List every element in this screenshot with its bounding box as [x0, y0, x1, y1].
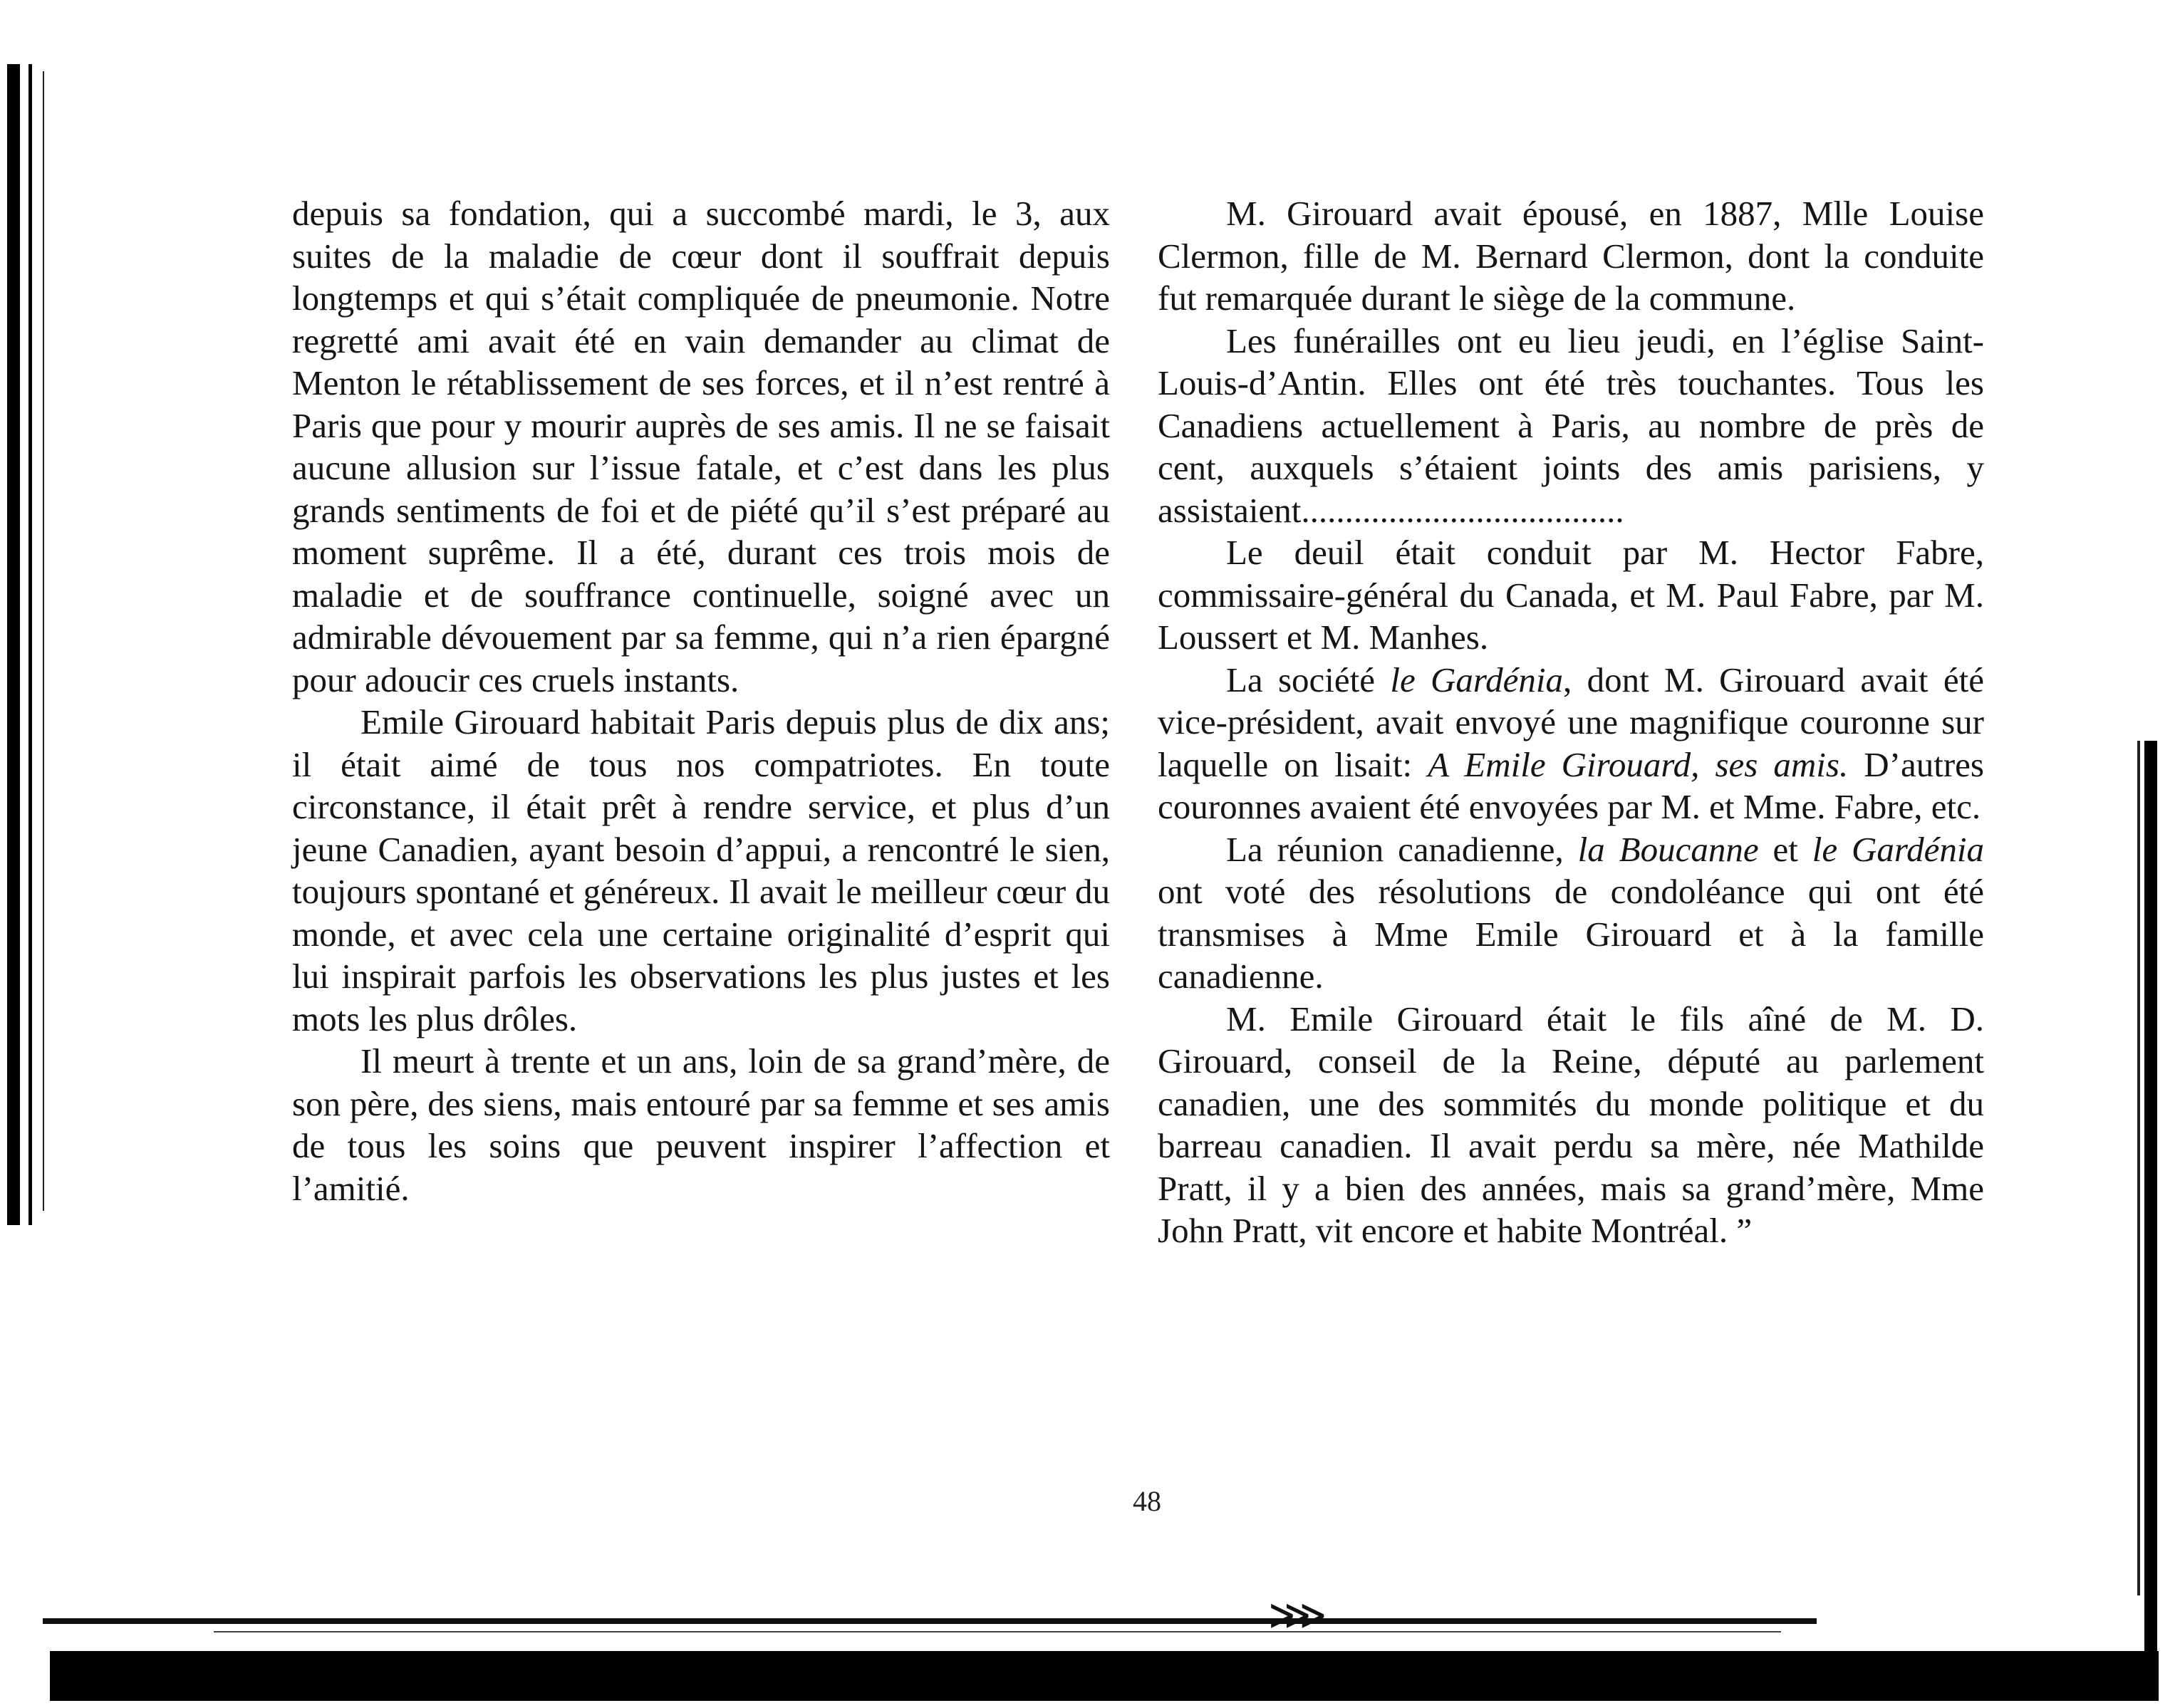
paragraph: Il meurt à trente et un ans, loin de sa grand’mère, de son père, des siens, mais entouré par sa femme et ses amis de tous les soins que peuvent inspirer l’affection et l’amitié. [292, 1041, 1110, 1208]
italic-text: A Emile Girouard, ses amis. [1428, 744, 1849, 784]
page-number: 48 [1133, 1485, 1161, 1517]
right-text-column [1158, 192, 1984, 1252]
bottom-rule-thin [214, 1631, 1781, 1633]
text-run: La réunion canadienne, [1226, 829, 1578, 869]
paragraph: M. Girouard avait épousé, en 1887, Mlle Louise Clermon, fille de M. Bernard Clermon, dont la conduite fut remarquée durant le siège de la commune. [1158, 194, 1984, 318]
paragraph: Emile Girouard habitait Paris depuis plus de dix ans; il était aimé de tous nos compatriotes. En toute circonstance, il était prêt à rendre service, et plus d’un jeune Canadien, ayant besoin d’appui, a rencontré le sien, toujours spontané et généreux. Il avait le meilleur cœur du monde, et avec cela une certaine originalité d’esprit qui lui inspirait parfois les observations les plus justes et les mots les plus drôles. [292, 702, 1110, 1038]
paragraph [1158, 659, 1984, 828]
scan-edge-right [2144, 741, 2157, 1652]
paragraph: M. Emile Girouard était le fils aîné de M. D. Girouard, conseil de la Reine, député au parlement canadien, une des sommités du monde politique et du barreau canadien. Il avait perdu sa mère, née Mathilde Pratt, il y a bien des années, mais sa grand’mère, Mme John Pratt, vit encore et habite Montréal. ” [1158, 999, 1984, 1250]
scan-edge-right-thin [2137, 741, 2140, 1595]
paragraph [1158, 828, 1984, 998]
bottom-rule [43, 1618, 1817, 1624]
text-run: , dont M. Girouard avait été vice-président, avait envoyé une magnifique couronne sur laquelle on lisait: [1158, 660, 1984, 784]
scan-edge-bottom [50, 1651, 2159, 1701]
italic-text: le Gardénia [1390, 660, 1564, 699]
text-run: La société [1226, 660, 1391, 699]
paragraph: depuis sa fondation, qui a succombé mardi, le 3, aux suites de la maladie de cœur dont il souffrait depuis longtemps et qui s’était compliquée de pneumonie. Notre regretté ami avait été en vain demander au climat de Menton le rétablissement de ses forces, et il n’est rentré à Paris que pour y mourir auprès de ses amis. Il ne se faisait aucune allusion sur l’issue fatale, et c’est dans les plus grands sentiments de foi et de piété qu’il s’est préparé au moment suprême. Il a été, durant ces trois mois de maladie et de souffrance continuelle, soigné avec un admirable dévouement par sa femme, qui n’a rien épargné pour adoucir ces cruels instants. [292, 194, 1110, 699]
italic-text: la Boucanne [1577, 829, 1759, 869]
left-text-column [292, 192, 1110, 1209]
text-run: et [1758, 829, 1812, 869]
ornament-icon: ⋙ [1268, 1592, 1327, 1638]
paragraph: Le deuil était conduit par M. Hector Fabre, commissaire-général du Canada, et M. Paul Fabre, par M. Loussert et M. Manhes. [1158, 533, 1984, 657]
text-run: ont voté des résolutions de condoléance qui ont été transmises à Mme Emile Girouard et à la famille canadienne. [1158, 872, 1984, 996]
scan-edge-left-line [43, 71, 44, 1211]
scan-edge-left [7, 64, 20, 1225]
text-run: D’autres couronnes avaient été envoyées par M. et Mme. Fabre, etc. [1158, 744, 1984, 826]
italic-text: le Gardénia [1812, 829, 1984, 869]
scan-edge-left-thin [28, 64, 32, 1225]
paragraph: Les funérailles ont eu lieu jeudi, en l’église Saint-Louis-d’Antin. Elles ont été très touchantes. Tous les Canadiens actuellement à Paris, au nombre de près de cent, auxquels s’étaient joints des amis parisiens, y assistaient..................................... [1158, 321, 1984, 530]
